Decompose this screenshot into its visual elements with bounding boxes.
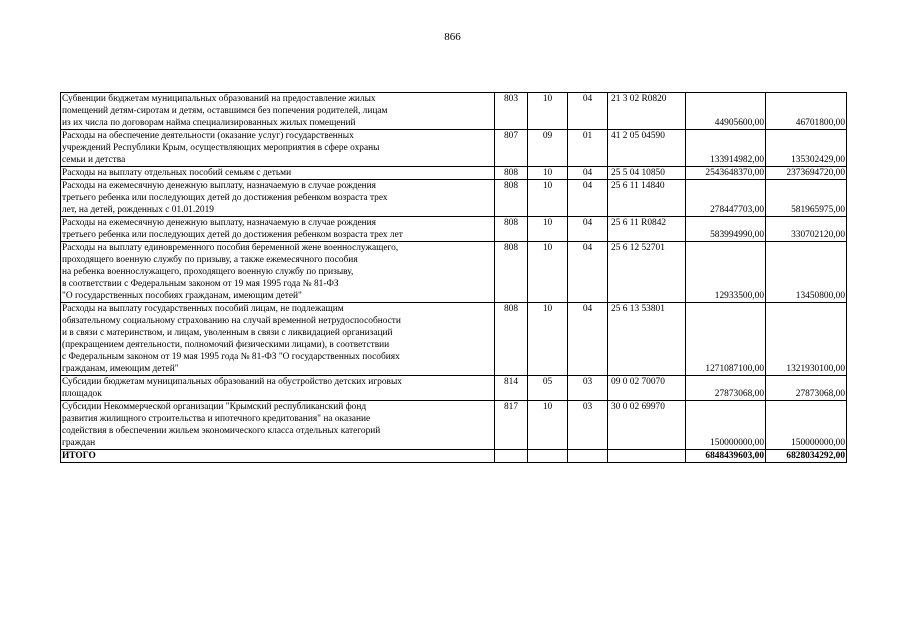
- amount-year1-cell: 133914982,00: [686, 130, 766, 167]
- amount-year2-cell: 2373694720,00: [766, 167, 847, 180]
- amount-year1-cell: 150000000,00: [686, 401, 766, 450]
- subsection-code-cell: 04: [568, 180, 608, 217]
- expense-name-line: помещений детям-сиротам и детям, оставшимся без попечения родителей, лицам: [62, 106, 388, 116]
- expense-name-line: развития жилищного строительства и ипотечного кредитования" на оказание: [62, 414, 371, 424]
- expense-name-cell: [61, 93, 495, 130]
- target-article-cell: 25 6 13 53801: [608, 303, 686, 376]
- expense-name-line: учреждений Республики Крым, осуществляющих мероприятия в сфере охраны: [62, 143, 380, 153]
- subsection-code-cell: 04: [568, 303, 608, 376]
- grbs-code-cell: 803: [495, 93, 528, 130]
- expense-name-line: обязательному социальному страхованию на случай временной нетрудоспособности: [62, 316, 401, 326]
- table-row: [61, 303, 847, 376]
- grbs-code-cell: 817: [495, 401, 528, 450]
- expense-name-cell: [61, 376, 495, 401]
- target-article-cell: 25 5 04 10850: [608, 167, 686, 180]
- amount-year1-cell: 44905600,00: [686, 93, 766, 130]
- subsection-code-cell: 04: [568, 242, 608, 303]
- expense-name-line: Субсидии бюджетам муниципальных образований на обустройство детских игровых: [62, 377, 402, 387]
- amount-year2-cell: 46701800,00: [766, 93, 847, 130]
- total-row: [61, 450, 847, 463]
- expense-name-line: Расходы на выплату государственных пособий лицам, не подлежащим: [62, 304, 344, 314]
- amount-year2-cell: 1321930100,00: [766, 303, 847, 376]
- expense-name-line: Расходы на выплату единовременного пособия беременной жене военнослужащего,: [62, 243, 399, 253]
- expense-name-cell: [61, 167, 495, 180]
- section-code-cell: 10: [528, 303, 568, 376]
- table-body: [61, 93, 847, 463]
- expense-name-line: Расходы на ежемесячную денежную выплату, назначаемую в случае рождения: [62, 218, 376, 228]
- grbs-code-cell: 808: [495, 167, 528, 180]
- section-code-cell: 10: [528, 217, 568, 242]
- expense-name-cell: [61, 242, 495, 303]
- total-label-cell: ИТОГО: [61, 450, 495, 463]
- table-row: [61, 180, 847, 217]
- page-number: 866: [444, 31, 461, 43]
- section-code-cell: 05: [528, 376, 568, 401]
- table-row: [61, 93, 847, 130]
- expense-name-cell: [61, 217, 495, 242]
- section-code-cell: 10: [528, 93, 568, 130]
- target-article-cell: 30 0 02 69970: [608, 401, 686, 450]
- expense-name-line: (прекращением деятельности, полномочий физическими лицами), в соответствии: [62, 340, 390, 350]
- expense-name-line: площадок: [62, 389, 102, 399]
- target-article-cell: 25 6 11 14840: [608, 180, 686, 217]
- expense-name-line: с Федеральным законом от 19 мая 1995 года № 81-ФЗ "О государственных пособиях: [62, 352, 400, 362]
- expense-name-line: на ребенка военнослужащего, проходящего военную службу по призыву,: [62, 267, 354, 277]
- expense-name-line: "О государственных пособиях гражданам, имеющим детей": [62, 291, 302, 301]
- expense-name-line: и в связи с материнством, и лицам, уволенным в связи с ликвидацией организаций: [62, 328, 393, 338]
- grbs-code-cell: 808: [495, 217, 528, 242]
- table-row: [61, 401, 847, 450]
- amount-year2-cell: 13450800,00: [766, 242, 847, 303]
- target-article-cell: 41 2 05 04590: [608, 130, 686, 167]
- expense-name-line: третьего ребенка или последующих детей до достижения ребенком возраста трех: [62, 193, 388, 203]
- budget-table: [60, 92, 847, 463]
- expense-name-line: семьи и детства: [62, 155, 126, 165]
- expense-name-line: из их числа по договорам найма специализированных жилых помещений: [62, 118, 356, 128]
- expense-name-line: Расходы на выплату отдельных пособий семьям с детьми: [62, 168, 292, 178]
- expense-name-line: лет, на детей, рожденных с 01.01.2019: [62, 205, 214, 215]
- empty-cell: [608, 450, 686, 463]
- grbs-code-cell: 814: [495, 376, 528, 401]
- empty-cell: [528, 450, 568, 463]
- expense-name-line: проходящего военную службу по призыву, а также ежемесячного пособия: [62, 255, 358, 265]
- amount-year1-cell: 27873068,00: [686, 376, 766, 401]
- expense-name-line: третьего ребенка или последующих детей до достижения ребенком возраста трех лет: [62, 230, 403, 240]
- target-article-cell: 21 3 02 R0820: [608, 93, 686, 130]
- subsection-code-cell: 03: [568, 376, 608, 401]
- expense-name-line: граждан: [62, 438, 96, 448]
- section-code-cell: 10: [528, 180, 568, 217]
- expense-name-line: Субсидии Некоммерческой организации "Крымский республиканский фонд: [62, 402, 367, 412]
- table-row: [61, 130, 847, 167]
- expense-name-line: содействия в обеспечении жильем экономического класса отдельных категорий: [62, 426, 381, 436]
- subsection-code-cell: 03: [568, 401, 608, 450]
- subsection-code-cell: 04: [568, 167, 608, 180]
- table-row: [61, 217, 847, 242]
- amount-year2-cell: 330702120,00: [766, 217, 847, 242]
- amount-year2-cell: 27873068,00: [766, 376, 847, 401]
- empty-cell: [495, 450, 528, 463]
- expense-name-cell: [61, 303, 495, 376]
- amount-year1-cell: 2543648370,00: [686, 167, 766, 180]
- amount-year2-cell: 135302429,00: [766, 130, 847, 167]
- amount-year1-cell: 12933500,00: [686, 242, 766, 303]
- target-article-cell: 25 6 11 R0842: [608, 217, 686, 242]
- grbs-code-cell: 808: [495, 303, 528, 376]
- grbs-code-cell: 808: [495, 180, 528, 217]
- expense-name-line: гражданам, имеющим детей": [62, 364, 179, 374]
- target-article-cell: 09 0 02 70070: [608, 376, 686, 401]
- expense-name-cell: [61, 130, 495, 167]
- expense-name-line: Расходы на обеспечение деятельности (оказание услуг) государственных: [62, 131, 354, 141]
- amount-year1-cell: 1271087100,00: [686, 303, 766, 376]
- total-year2-cell: 6828034292,00: [766, 450, 847, 463]
- expense-name-cell: [61, 180, 495, 217]
- expense-name-cell: [61, 401, 495, 450]
- grbs-code-cell: 808: [495, 242, 528, 303]
- section-code-cell: 10: [528, 242, 568, 303]
- total-year1-cell: 6848439603,00: [686, 450, 766, 463]
- grbs-code-cell: 807: [495, 130, 528, 167]
- table-row: [61, 376, 847, 401]
- section-code-cell: 10: [528, 167, 568, 180]
- subsection-code-cell: 04: [568, 93, 608, 130]
- subsection-code-cell: 04: [568, 217, 608, 242]
- amount-year1-cell: 278447703,00: [686, 180, 766, 217]
- section-code-cell: 09: [528, 130, 568, 167]
- table-row: [61, 242, 847, 303]
- amount-year1-cell: 583994990,00: [686, 217, 766, 242]
- expense-name-line: Субвенции бюджетам муниципальных образований на предоставление жилых: [62, 94, 376, 104]
- target-article-cell: 25 6 12 52701: [608, 242, 686, 303]
- amount-year2-cell: 150000000,00: [766, 401, 847, 450]
- section-code-cell: 10: [528, 401, 568, 450]
- expense-name-line: Расходы на ежемесячную денежную выплату, назначаемую в случае рождения: [62, 181, 376, 191]
- subsection-code-cell: 01: [568, 130, 608, 167]
- table-row: [61, 167, 847, 180]
- expense-name-line: в соответствии с Федеральным законом от 19 мая 1995 года № 81-ФЗ: [62, 279, 339, 289]
- empty-cell: [568, 450, 608, 463]
- amount-year2-cell: 581965975,00: [766, 180, 847, 217]
